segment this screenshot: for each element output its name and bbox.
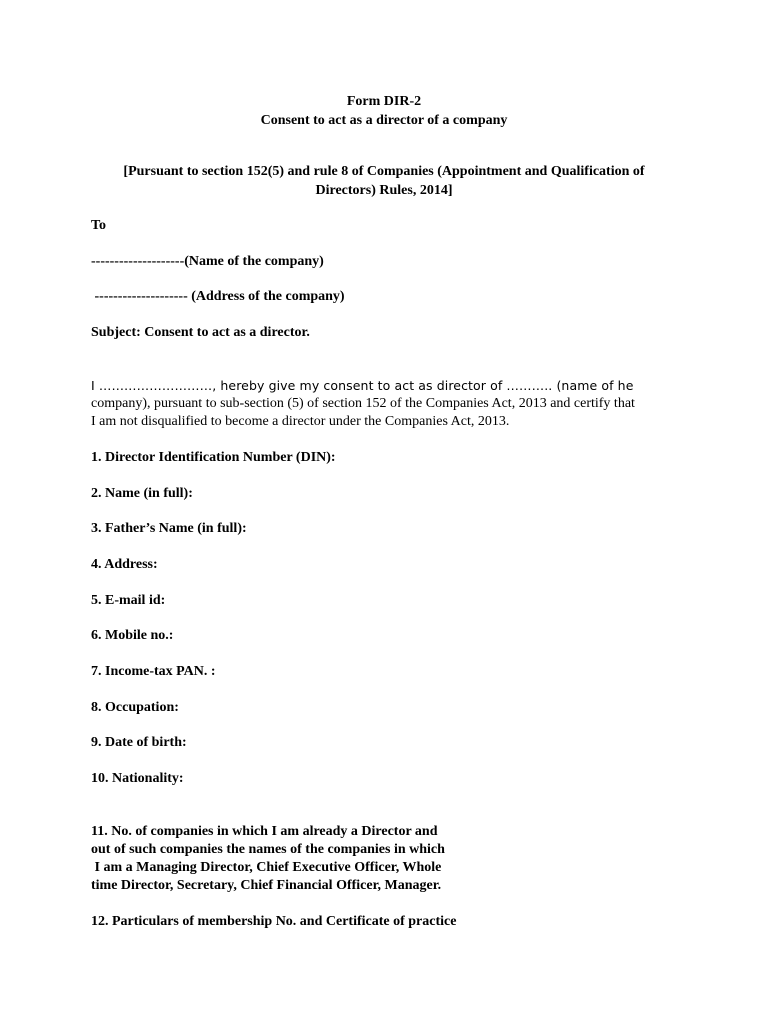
- field-date-of-birth: 9. Date of birth:: [91, 735, 187, 750]
- declaration-line-3: I am not disqualified to become a director under the Companies Act, 2013.: [91, 414, 510, 429]
- form-title: Consent to act as a director of a company: [260, 113, 508, 128]
- company-address-line: -------------------- (Address of the company): [91, 289, 345, 304]
- declaration-line-2: company), pursuant to sub-section (5) of section 152 of the Companies Act, 2013 and certify that: [91, 396, 635, 411]
- form-number: Form DIR-2: [346, 94, 422, 109]
- field-address: 4. Address:: [91, 557, 158, 572]
- item-11-line-4: time Director, Secretary, Chief Financial Officer, Manager.: [91, 878, 442, 893]
- field-fathers-name: 3. Father’s Name (in full):: [91, 521, 247, 536]
- item-11-line-1: 11. No. of companies in which I am already a Director and: [91, 824, 438, 839]
- declaration-line-1: I ………………………, hereby give my consent to act as director of ……….. (name of he: [91, 378, 634, 393]
- field-email: 5. E-mail id:: [91, 593, 166, 608]
- item-12: 12. Particulars of membership No. and Certificate of practice: [91, 914, 457, 929]
- company-name-line: --------------------(Name of the company): [91, 254, 324, 269]
- field-pan: 7. Income-tax PAN. :: [91, 664, 216, 679]
- field-occupation: 8. Occupation:: [91, 700, 179, 715]
- to-label: To: [91, 218, 107, 233]
- field-name: 2. Name (in full):: [91, 486, 193, 501]
- field-din: 1. Director Identification Number (DIN):: [91, 450, 336, 465]
- pursuant-line-2: Directors) Rules, 2014]: [315, 183, 453, 198]
- field-mobile: 6. Mobile no.:: [91, 628, 174, 643]
- item-11-line-2: out of such companies the names of the companies in which: [91, 842, 445, 857]
- subject-line: Subject: Consent to act as a director.: [91, 325, 310, 340]
- field-nationality: 10. Nationality:: [91, 771, 184, 786]
- item-11-line-3: I am a Managing Director, Chief Executive Officer, Whole: [91, 860, 442, 875]
- pursuant-line-1: [Pursuant to section 152(5) and rule 8 of Companies (Appointment and Qualification of: [123, 164, 645, 179]
